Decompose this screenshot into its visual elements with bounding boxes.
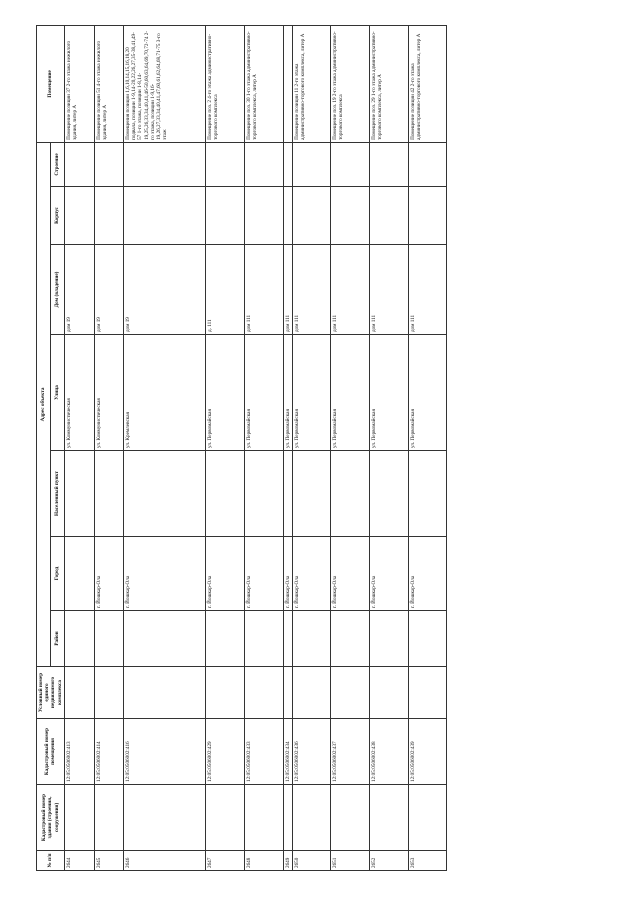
cell-prem: 12:05:0506002:429 <box>205 719 244 785</box>
cell-cond <box>331 667 370 719</box>
cell-prem: 12:05:0506002:434 <box>283 719 292 785</box>
table-row <box>370 25 409 870</box>
cell-korp <box>123 187 205 245</box>
cell-np <box>244 451 283 537</box>
cell-np <box>331 451 370 537</box>
cell-str <box>64 142 94 186</box>
cell-str <box>205 142 244 186</box>
cell-street: ул. Первомайская <box>370 335 409 451</box>
cell-house: дом 19 <box>94 245 123 335</box>
cell-bld <box>370 785 409 851</box>
cell-korp <box>205 187 244 245</box>
col-header-np: Населенный пункт <box>50 451 64 537</box>
cell-str <box>331 142 370 186</box>
cell-house: дом 111 <box>331 245 370 335</box>
cell-street: ул. Первомайская <box>293 335 331 451</box>
cell-city: г. Йошкар-Ола <box>94 537 123 611</box>
cell-prem: 12:05:0506002:438 <box>370 719 409 785</box>
cell-prem: 12:05:0506002:416 <box>123 719 205 785</box>
cell-city <box>64 537 94 611</box>
cell-bld <box>205 785 244 851</box>
cell-prem: 12:05:0506002:414 <box>94 719 123 785</box>
cell-house: дом 19 <box>123 245 205 335</box>
col-header-city: Город <box>50 537 64 611</box>
cell-str <box>244 142 283 186</box>
cell-city: г. Йошкар-Ола <box>205 537 244 611</box>
table-row <box>94 25 123 870</box>
cell-bld <box>64 785 94 851</box>
cell-bld <box>283 785 292 851</box>
col-header-street: Улица <box>50 335 64 451</box>
cell-cond <box>244 667 283 719</box>
cell-bld <box>123 785 205 851</box>
cell-num: 2649 <box>283 851 292 871</box>
cell-house: д. 111 <box>205 245 244 335</box>
cell-bld <box>244 785 283 851</box>
cell-street: ул. Коммунистическая <box>64 335 94 451</box>
cell-street: ул. Первомайская <box>331 335 370 451</box>
cell-str <box>283 142 292 186</box>
cell-cond <box>123 667 205 719</box>
cell-str <box>370 142 409 186</box>
cell-np <box>205 451 244 537</box>
cell-korp <box>64 187 94 245</box>
col-header-house: Дом (владение) <box>50 245 64 335</box>
cell-str <box>94 142 123 186</box>
cell-korp <box>409 187 447 245</box>
cell-korp <box>331 187 370 245</box>
cell-np <box>370 451 409 537</box>
cell-pom: Помещение поз. 29 1-го этажа административно-торгового комплекса, литер А <box>370 25 409 142</box>
cell-pom: Помещение поз. 2 4-го этажа административно-торгового комплекса <box>205 25 244 142</box>
cell-str <box>123 142 205 186</box>
col-header-pom: Помещение <box>37 25 65 142</box>
cell-cond <box>409 667 447 719</box>
table-row <box>283 25 292 870</box>
cell-prem: 12:05:0506002:413 <box>64 719 94 785</box>
cell-num: 2648 <box>244 851 283 871</box>
cell-np <box>409 451 447 537</box>
cell-house: дом 111 <box>283 245 292 335</box>
cell-city: г. Йошкар-Ола <box>331 537 370 611</box>
cell-num: 2651 <box>331 851 370 871</box>
cell-city: г. Йошкар-Ола <box>283 537 292 611</box>
cell-rayon <box>205 611 244 667</box>
cell-pom: Помещение поз. 30 1-го этажа административно-торгового комплекса, литер А <box>244 25 283 142</box>
cell-korp <box>244 187 283 245</box>
cell-np <box>293 451 331 537</box>
table-row <box>409 25 447 870</box>
cell-cond <box>293 667 331 719</box>
cell-str <box>293 142 331 186</box>
address-group-header: Адрес объекта <box>37 142 51 666</box>
cell-cond <box>283 667 292 719</box>
col-header-building: Кадастровый номер здания (строения, сооружения) <box>37 785 65 851</box>
cell-city: г. Йошкар-Ола <box>293 537 331 611</box>
cell-np <box>123 451 205 537</box>
cell-rayon <box>123 611 205 667</box>
cell-rayon <box>94 611 123 667</box>
cell-street: ул. Первомайская <box>244 335 283 451</box>
cell-pom: Помещение поз. 19 2-го этажа административно-торгового комплекса <box>331 25 370 142</box>
col-header-stroenie: Строение <box>50 142 64 186</box>
col-header-num: № п/п <box>37 851 65 871</box>
cell-street: ул. Коммунистическая <box>94 335 123 451</box>
cell-korp <box>283 187 292 245</box>
col-header-conditional: Условный номер единого недвижимого комплекса <box>37 667 65 719</box>
cell-pom: Помещения позиции 1,6,10,14,15,16,18,20 подвала, позиции 1-9,14-20,22,26,27,35-38,41,49-57 1-го этажа, позиции 1-8,14-19,25,26,33,34,40,41,46-50,60,63,64,69,70,72-74 2-го этажа, позиции 1-9,16-19,26,27,33,34,40,41,47,60,61,62,64,68,71-75 3-го этаж <box>123 25 205 142</box>
table-row <box>244 25 283 870</box>
cell-bld <box>94 785 123 851</box>
cell-pom: Помещение позиции 11 2-го этажа административно-торгового комплекса, литер А <box>293 25 331 142</box>
cell-city: г. Йошкар-Ола <box>409 537 447 611</box>
cell-city: г. Йошкар-Ола <box>370 537 409 611</box>
cell-city: г. Йошкар-Ола <box>244 537 283 611</box>
cell-num: 2647 <box>205 851 244 871</box>
col-header-korpus: Корпус <box>50 187 64 245</box>
cell-cond <box>205 667 244 719</box>
table-row <box>205 25 244 870</box>
cell-cond <box>64 667 94 719</box>
cell-rayon <box>370 611 409 667</box>
cell-rayon <box>283 611 292 667</box>
cell-korp <box>370 187 409 245</box>
cell-bld <box>293 785 331 851</box>
cell-bld <box>331 785 370 851</box>
cell-num: 2646 <box>123 851 205 871</box>
cell-num: 2652 <box>370 851 409 871</box>
cell-house: дом 19 <box>64 245 94 335</box>
cell-prem: 12:05:0506002:433 <box>244 719 283 785</box>
cell-pom: Помещение позиции 42 2-го этажа административно-торгового комплекса, литер А <box>409 25 447 142</box>
cell-np <box>283 451 292 537</box>
cell-bld <box>409 785 447 851</box>
cell-street: ул. Первомайская <box>283 335 292 451</box>
cell-pom <box>283 25 292 142</box>
cell-num: 2644 <box>64 851 94 871</box>
cell-prem: 12:05:0506002:436 <box>293 719 331 785</box>
cell-house: дом 111 <box>409 245 447 335</box>
table-row <box>123 25 205 870</box>
cell-num: 2645 <box>94 851 123 871</box>
table-row <box>331 25 370 870</box>
cell-rayon <box>244 611 283 667</box>
objects-table <box>36 25 447 871</box>
cell-cond <box>370 667 409 719</box>
table-row <box>293 25 331 870</box>
cell-rayon <box>64 611 94 667</box>
cell-pom: Помещение позиции 51 4-го этажа нежилого здания, литер А <box>94 25 123 142</box>
cell-rayon <box>331 611 370 667</box>
table-row <box>64 25 94 870</box>
cell-pom: Помещение позиции 37 2-го этажа нежилого здания, литер А <box>64 25 94 142</box>
cell-street: ул. Кремлевская <box>123 335 205 451</box>
table-body <box>64 25 446 870</box>
cell-house: дом 111 <box>370 245 409 335</box>
cell-np <box>64 451 94 537</box>
cell-street: ул. Первомайская <box>409 335 447 451</box>
cell-house: дом 111 <box>293 245 331 335</box>
cell-city: г. Йошкар-Ола <box>123 537 205 611</box>
cell-np <box>94 451 123 537</box>
cell-prem: 12:05:0506002:437 <box>331 719 370 785</box>
cell-house: дом 111 <box>244 245 283 335</box>
cell-rayon <box>409 611 447 667</box>
col-header-rayon: Район <box>50 611 64 667</box>
cell-korp <box>94 187 123 245</box>
cell-rayon <box>293 611 331 667</box>
cell-prem: 12:05:0506002:439 <box>409 719 447 785</box>
cell-cond <box>94 667 123 719</box>
cell-korp <box>293 187 331 245</box>
col-header-premises: Кадастровый номер помещения <box>37 719 65 785</box>
cell-street: ул. Первомайская <box>205 335 244 451</box>
cell-num: 2650 <box>293 851 331 871</box>
cell-num: 2653 <box>409 851 447 871</box>
cell-str <box>409 142 447 186</box>
